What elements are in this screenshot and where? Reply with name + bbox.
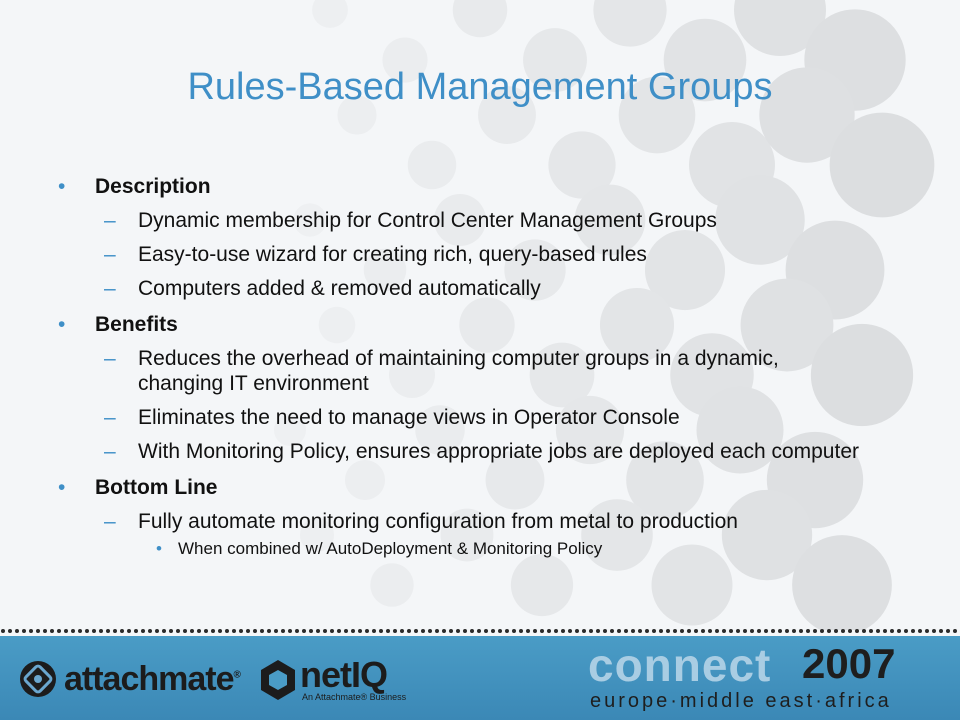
divider-dot [834, 629, 838, 633]
divider-dot [778, 629, 782, 633]
divider-dot [925, 629, 929, 633]
divider-dot [519, 629, 523, 633]
divider-dot [869, 629, 873, 633]
divider-dot [456, 629, 460, 633]
divider-dot [883, 629, 887, 633]
divider-dot [659, 629, 663, 633]
divider-dot [813, 629, 817, 633]
divider-dot [379, 629, 383, 633]
divider-dot [568, 629, 572, 633]
divider-dot [176, 629, 180, 633]
divider-dot [113, 629, 117, 633]
divider-dot [876, 629, 880, 633]
divider-dot [435, 629, 439, 633]
bullet-icon: • [58, 175, 66, 198]
divider-dot [652, 629, 656, 633]
divider-dot [316, 629, 320, 633]
dash-icon: – [104, 510, 116, 533]
divider-dot [624, 629, 628, 633]
divider-dot [470, 629, 474, 633]
divider-dot [302, 629, 306, 633]
divider-dot [841, 629, 845, 633]
divider-dot [330, 629, 334, 633]
divider-dot [267, 629, 271, 633]
divider-dot [862, 629, 866, 633]
divider-dot [764, 629, 768, 633]
divider-dot [99, 629, 103, 633]
divider-dot [169, 629, 173, 633]
divider-dot [421, 629, 425, 633]
divider-dot [498, 629, 502, 633]
bullet-item [58, 509, 918, 534]
divider-dot [827, 629, 831, 633]
divider-dot [197, 629, 201, 633]
divider-dot [8, 629, 12, 633]
divider-dot [386, 629, 390, 633]
netiq-wordmark: netIQ An Attachmate® Business [300, 654, 407, 702]
divider-dot [407, 629, 411, 633]
dash-icon: – [104, 277, 116, 300]
divider-dot [491, 629, 495, 633]
divider-dot [918, 629, 922, 633]
divider-dot [771, 629, 775, 633]
divider-dot [554, 629, 558, 633]
divider-dot [806, 629, 810, 633]
section-heading-benefits [58, 310, 918, 340]
bullet-item-text: Dynamic membership for Control Center Management Groups [138, 209, 717, 232]
divider-dot [512, 629, 516, 633]
divider-dot [617, 629, 621, 633]
divider-dot [309, 629, 313, 633]
divider-dot [631, 629, 635, 633]
bullet-item [58, 208, 918, 233]
divider-dot [155, 629, 159, 633]
slide-content [58, 172, 918, 560]
divider-dot [505, 629, 509, 633]
divider-dot [71, 629, 75, 633]
divider-dot [162, 629, 166, 633]
bullet-icon: • [156, 539, 162, 558]
divider-dot [127, 629, 131, 633]
divider-dot [141, 629, 145, 633]
divider-dot [638, 629, 642, 633]
divider-dot [820, 629, 824, 633]
divider-dot [897, 629, 901, 633]
divider-dot [694, 629, 698, 633]
divider-dot [92, 629, 96, 633]
divider-dot [799, 629, 803, 633]
bullet-item-text: With Monitoring Policy, ensures appropriate jobs are deployed each computer [138, 440, 859, 463]
divider-dot [239, 629, 243, 633]
event-name: connect [588, 639, 772, 691]
divider-dot [610, 629, 614, 633]
bullet-item [58, 276, 918, 301]
slide-title: Rules-Based Management Groups [187, 66, 773, 108]
divider-dot [295, 629, 299, 633]
divider-dot [687, 629, 691, 633]
divider-dot [540, 629, 544, 633]
divider-dot [729, 629, 733, 633]
divider-dot [953, 629, 957, 633]
background-circle [370, 563, 414, 607]
divider-dot [232, 629, 236, 633]
divider-dot [36, 629, 40, 633]
bullet-item-text: Reduces the overhead of maintaining computer groups in a dynamic, changing IT environment [138, 347, 779, 395]
bullet-item [58, 439, 888, 464]
bullet-icon: • [58, 476, 66, 499]
divider-dot [64, 629, 68, 633]
divider-dot [904, 629, 908, 633]
divider-dot [645, 629, 649, 633]
attachmate-wordmark: attachmate® [64, 659, 240, 698]
bullet-item-text: Computers added & removed automatically [138, 277, 541, 300]
background-circle [453, 0, 508, 37]
divider-dot [43, 629, 47, 633]
section-heading-description [58, 172, 918, 202]
divider-dot [547, 629, 551, 633]
divider-dot [365, 629, 369, 633]
bullet-item [58, 242, 918, 267]
divider-dot [750, 629, 754, 633]
section-heading-text: Benefits [95, 313, 178, 336]
background-circle [312, 0, 348, 28]
divider-dot [463, 629, 467, 633]
bullet-icon: • [58, 313, 66, 336]
divider-dot [561, 629, 565, 633]
divider-dot [596, 629, 600, 633]
divider-dot [855, 629, 859, 633]
divider-dot [281, 629, 285, 633]
footer-banner [0, 636, 960, 720]
divider-dot [736, 629, 740, 633]
divider-dot [680, 629, 684, 633]
bullet-item-text: Fully automate monitoring configuration from metal to production [138, 510, 738, 533]
divider-dot [134, 629, 138, 633]
divider-dot [323, 629, 327, 633]
netiq-emblem-icon [258, 658, 298, 702]
divider-dot [393, 629, 397, 633]
divider-dot [15, 629, 19, 633]
divider-dot [246, 629, 250, 633]
divider-dot [792, 629, 796, 633]
divider-dot [743, 629, 747, 633]
divider-dot [148, 629, 152, 633]
bullet-item-text: Easy-to-use wizard for creating rich, query-based rules [138, 243, 647, 266]
divider-dot [932, 629, 936, 633]
divider-dot [50, 629, 54, 633]
section-heading-text: Description [95, 175, 211, 198]
divider-dot [414, 629, 418, 633]
divider-dot [260, 629, 264, 633]
bullet-item [58, 405, 918, 430]
divider-dot [757, 629, 761, 633]
divider-dot [57, 629, 61, 633]
divider-dot [85, 629, 89, 633]
divider-dot [400, 629, 404, 633]
divider-dot [106, 629, 110, 633]
divider-dot [218, 629, 222, 633]
divider-dot [351, 629, 355, 633]
section-heading-bottom-line [58, 473, 918, 503]
divider-dot [211, 629, 215, 633]
sub-bullet-item [58, 538, 918, 560]
divider-dot [666, 629, 670, 633]
divider-dot [582, 629, 586, 633]
divider-dot [526, 629, 530, 633]
divider-dot [603, 629, 607, 633]
dotted-divider [0, 627, 960, 635]
dash-icon: – [104, 406, 116, 429]
dash-icon: – [104, 347, 116, 370]
divider-dot [939, 629, 943, 633]
divider-dot [428, 629, 432, 633]
section-heading-text: Bottom Line [95, 476, 218, 499]
divider-dot [946, 629, 950, 633]
divider-dot [253, 629, 257, 633]
divider-dot [722, 629, 726, 633]
divider-dot [344, 629, 348, 633]
divider-dot [890, 629, 894, 633]
divider-dot [190, 629, 194, 633]
divider-dot [589, 629, 593, 633]
sub-bullet-text: When combined w/ AutoDeployment & Monitoring Policy [178, 539, 603, 558]
divider-dot [673, 629, 677, 633]
divider-dot [848, 629, 852, 633]
divider-dot [120, 629, 124, 633]
background-circle [511, 554, 573, 616]
divider-dot [708, 629, 712, 633]
divider-dot [911, 629, 915, 633]
divider-dot [29, 629, 33, 633]
netiq-tagline: An Attachmate® Business [302, 692, 407, 702]
divider-dot [274, 629, 278, 633]
connect-2007-logo [588, 639, 948, 716]
divider-dot [358, 629, 362, 633]
dash-icon: – [104, 243, 116, 266]
bullet-item [58, 346, 858, 396]
divider-dot [78, 629, 82, 633]
divider-dot [1, 629, 5, 633]
divider-dot [449, 629, 453, 633]
attachmate-logo [18, 659, 240, 699]
divider-dot [701, 629, 705, 633]
bullet-item-text: Eliminates the need to manage views in Operator Console [138, 406, 680, 429]
divider-dot [484, 629, 488, 633]
divider-dot [204, 629, 208, 633]
divider-dot [533, 629, 537, 633]
dash-icon: – [104, 440, 116, 463]
divider-dot [372, 629, 376, 633]
event-region: europe·middle east·africa [590, 690, 892, 712]
divider-dot [715, 629, 719, 633]
netiq-logo [258, 654, 406, 706]
divider-dot [288, 629, 292, 633]
divider-dot [477, 629, 481, 633]
divider-dot [785, 629, 789, 633]
divider-dot [183, 629, 187, 633]
divider-dot [442, 629, 446, 633]
divider-dot [575, 629, 579, 633]
attachmate-emblem-icon [18, 659, 58, 699]
dash-icon: – [104, 209, 116, 232]
event-year: 2007 [802, 640, 896, 687]
background-circle [593, 0, 666, 47]
divider-dot [337, 629, 341, 633]
divider-dot [225, 629, 229, 633]
divider-dot [22, 629, 26, 633]
